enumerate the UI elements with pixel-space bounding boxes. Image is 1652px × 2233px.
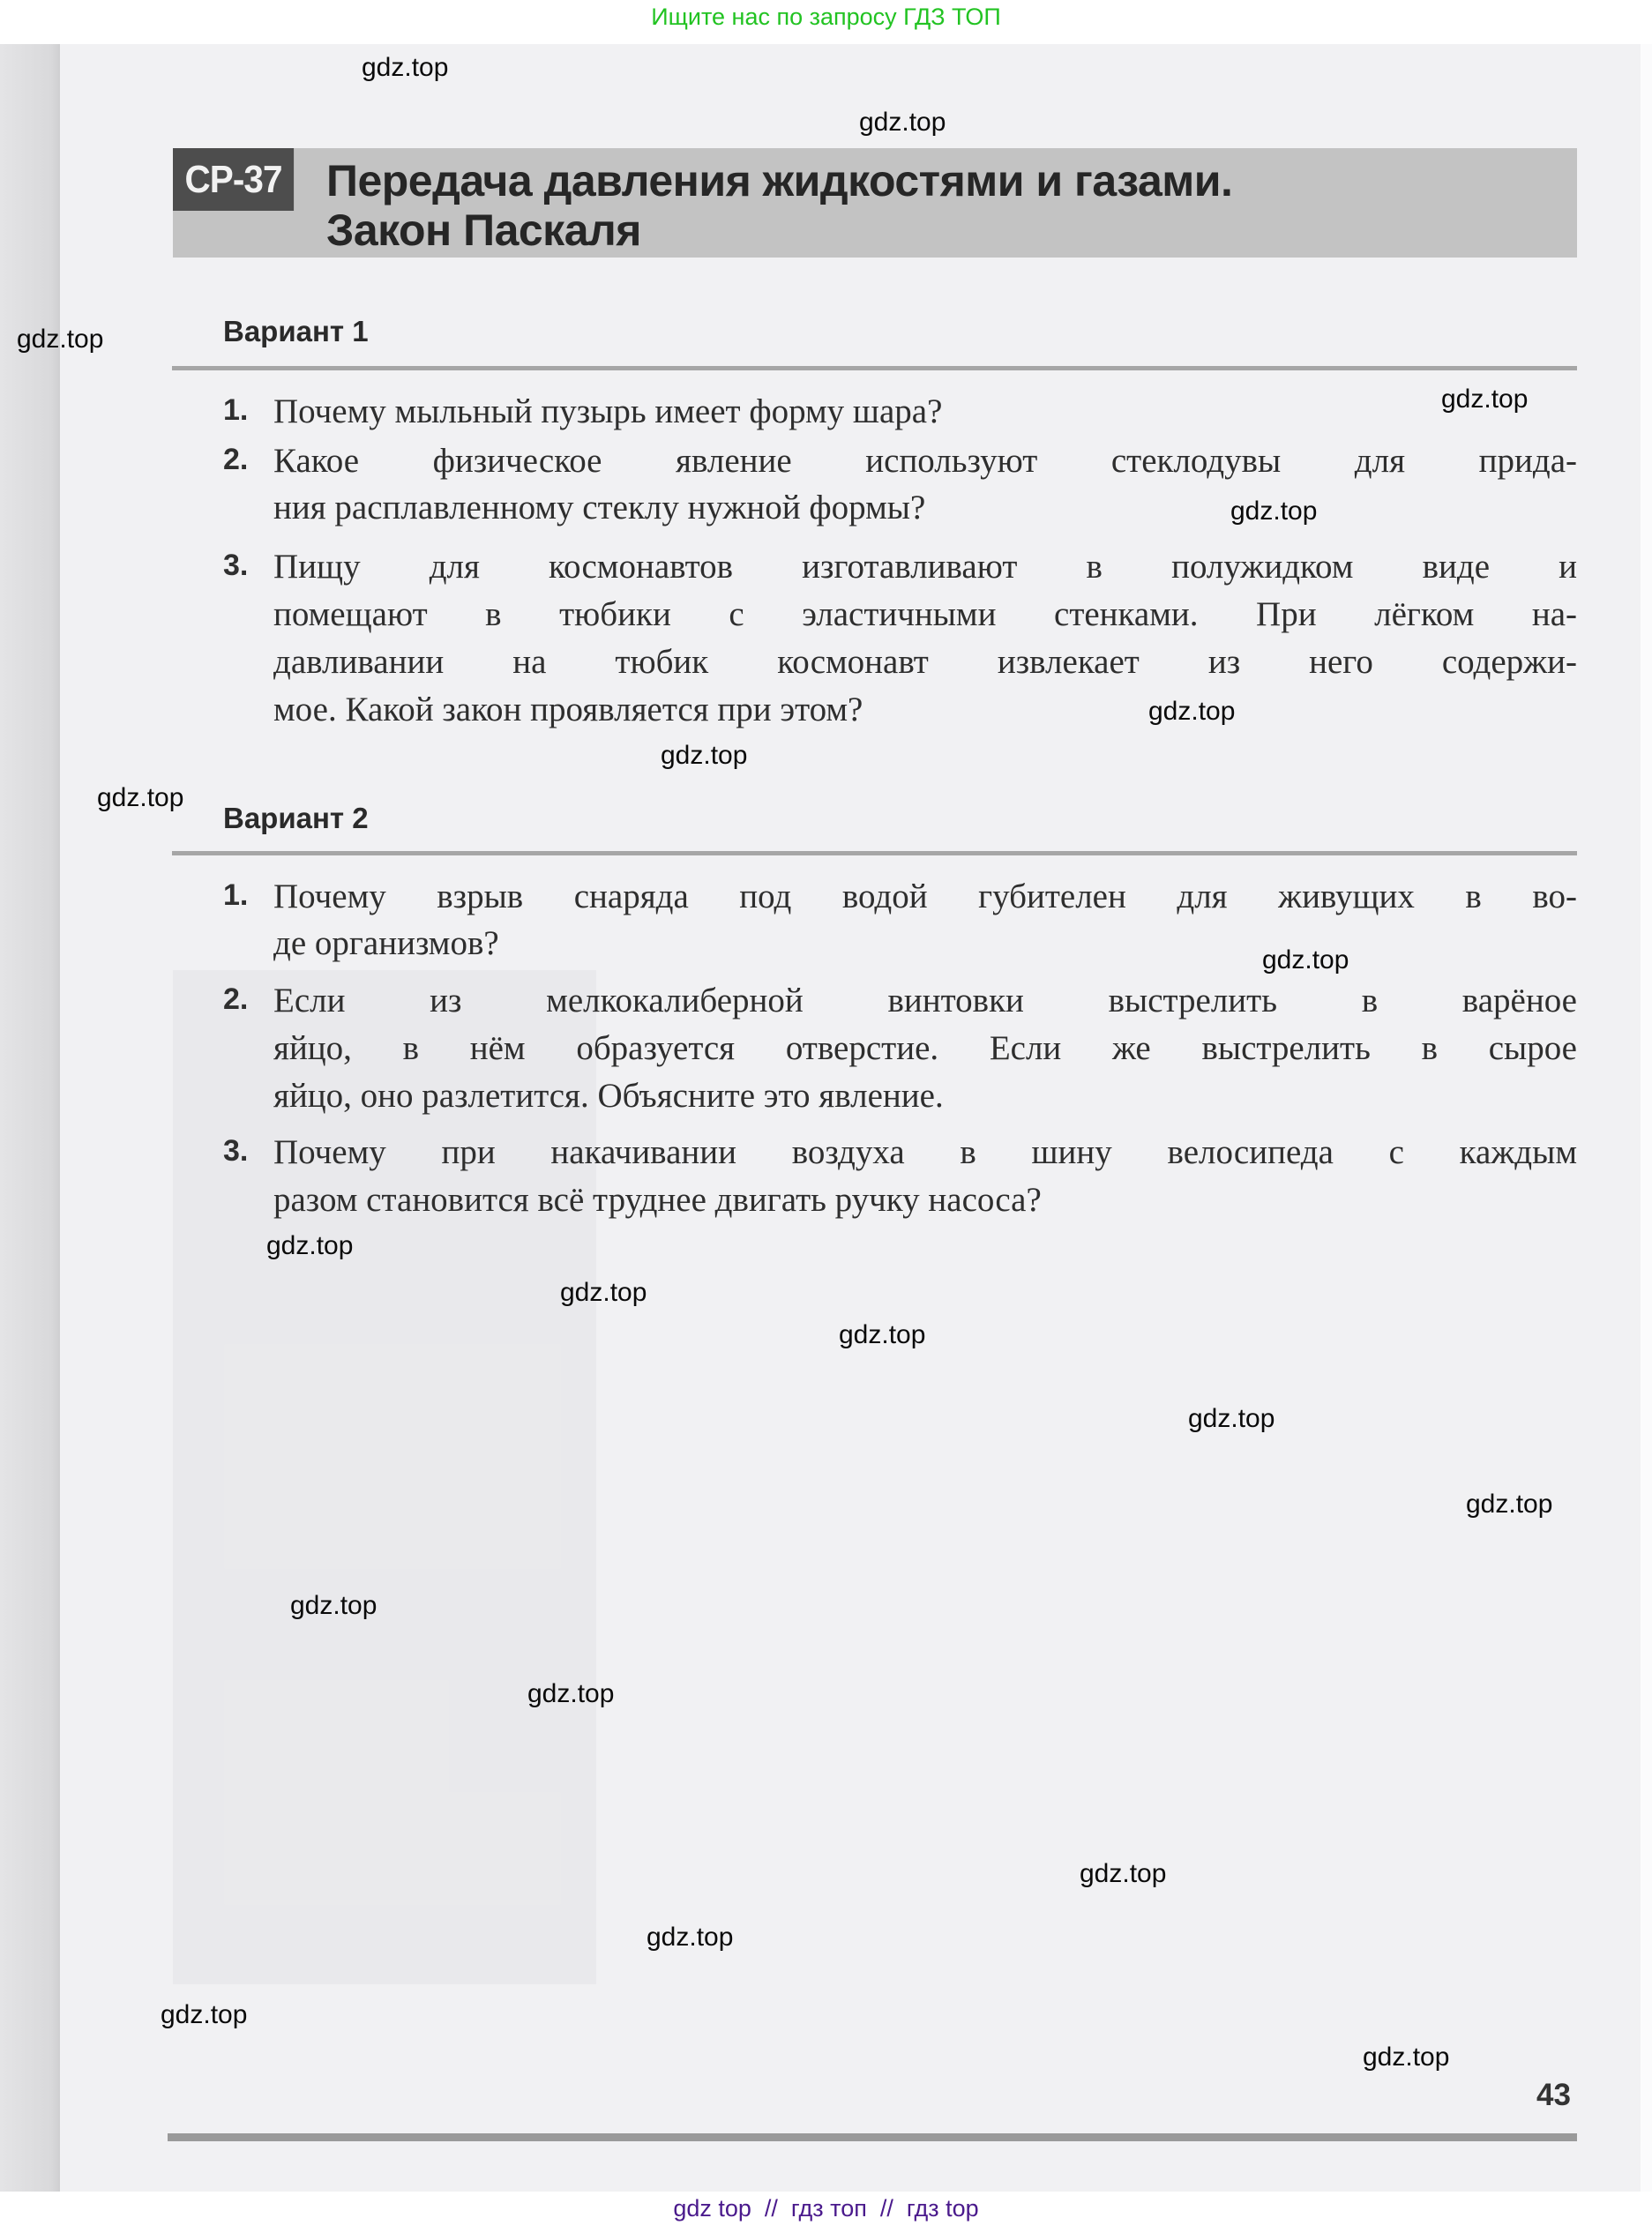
section-code-badge: СР-37 [173,148,294,211]
question-number: 2. [223,982,249,1016]
question-line: яйцо, в нём образуется отверстие. Если же выстрелить в сырое [273,1029,1577,1067]
question-number: 1. [223,393,249,427]
watermark: gdz.top [527,1679,615,1708]
watermark: gdz.top [161,2000,248,2029]
question-line: Почему взрыв снаряда под водой губителен для живущих в во- [273,878,1577,915]
question-line: Почему при накачивании воздуха в шину велосипеда с каждым [273,1133,1577,1171]
page-bottom-rule [168,2133,1577,2141]
watermark: gdz.top [859,108,946,137]
question-line: Какое физическое явление используют стеклодувы для прида- [273,442,1577,480]
page-gutter-shadow [0,44,60,2192]
watermark: gdz.top [1466,1490,1553,1519]
section-title-line-2: Закон Паскаля [326,205,641,255]
watermark: gdz.top [1188,1404,1275,1433]
page-right-edge [1641,44,1652,2192]
watermark: gdz.top [560,1278,647,1307]
bleed-through-figure [173,970,596,1984]
question-number: 3. [223,549,249,582]
watermark: gdz.top [1262,945,1349,975]
footer-links[interactable]: gdz top // гдз топ // гдз top [673,2195,979,2222]
watermark: gdz.top [1080,1859,1167,1888]
variant-2-divider [172,851,1577,855]
question-line: давливании на тюбик космонавт извлекает из него содержи- [273,643,1577,681]
variant-1-heading: Вариант 1 [223,315,369,347]
watermark: gdz.top [839,1320,926,1349]
question-line: мое. Какой закон проявляется при этом? [273,691,863,728]
watermark: gdz.top [1363,2043,1450,2072]
question-line: Если из мелкокалиберной винтовки выстрелить в варёное [273,982,1577,1019]
question-line: яйцо, оно разлетится. Объясните это явление. [273,1077,944,1115]
variant-1-divider [172,366,1577,370]
variant-2-heading: Вариант 2 [223,802,369,834]
question-line: Пищу для космонавтов изготавливают в полужидком виде и [273,548,1577,586]
watermark: gdz.top [290,1591,377,1620]
top-banner-text[interactable]: Ищите нас по запросу ГДЗ ТОП [651,4,1001,30]
question-line: де организмов? [273,924,499,962]
watermark: gdz.top [362,53,449,82]
watermark: gdz.top [1148,697,1236,726]
question-line: помещают в тюбики с эластичными стенками. При лёгком на- [273,595,1577,633]
watermark: gdz.top [647,1923,734,1952]
watermark: gdz.top [1441,385,1529,414]
page-number: 43 [1536,2078,1571,2112]
question-line: Почему мыльный пузырь имеет форму шара? [273,392,943,430]
question-number: 1. [223,878,249,912]
watermark: gdz.top [17,325,104,354]
watermark: gdz.top [1230,497,1318,526]
question-line: разом становится всё труднее двигать ручку насоса? [273,1181,1042,1219]
section-title-line-1: Передача давления жидкостями и газами. [326,156,1233,205]
question-number: 2. [223,443,249,476]
watermark: gdz.top [266,1231,354,1260]
watermark: gdz.top [97,783,184,812]
question-number: 3. [223,1134,249,1168]
watermark: gdz.top [661,741,748,770]
question-line: ния расплавленному стеклу нужной формы? [273,489,926,527]
